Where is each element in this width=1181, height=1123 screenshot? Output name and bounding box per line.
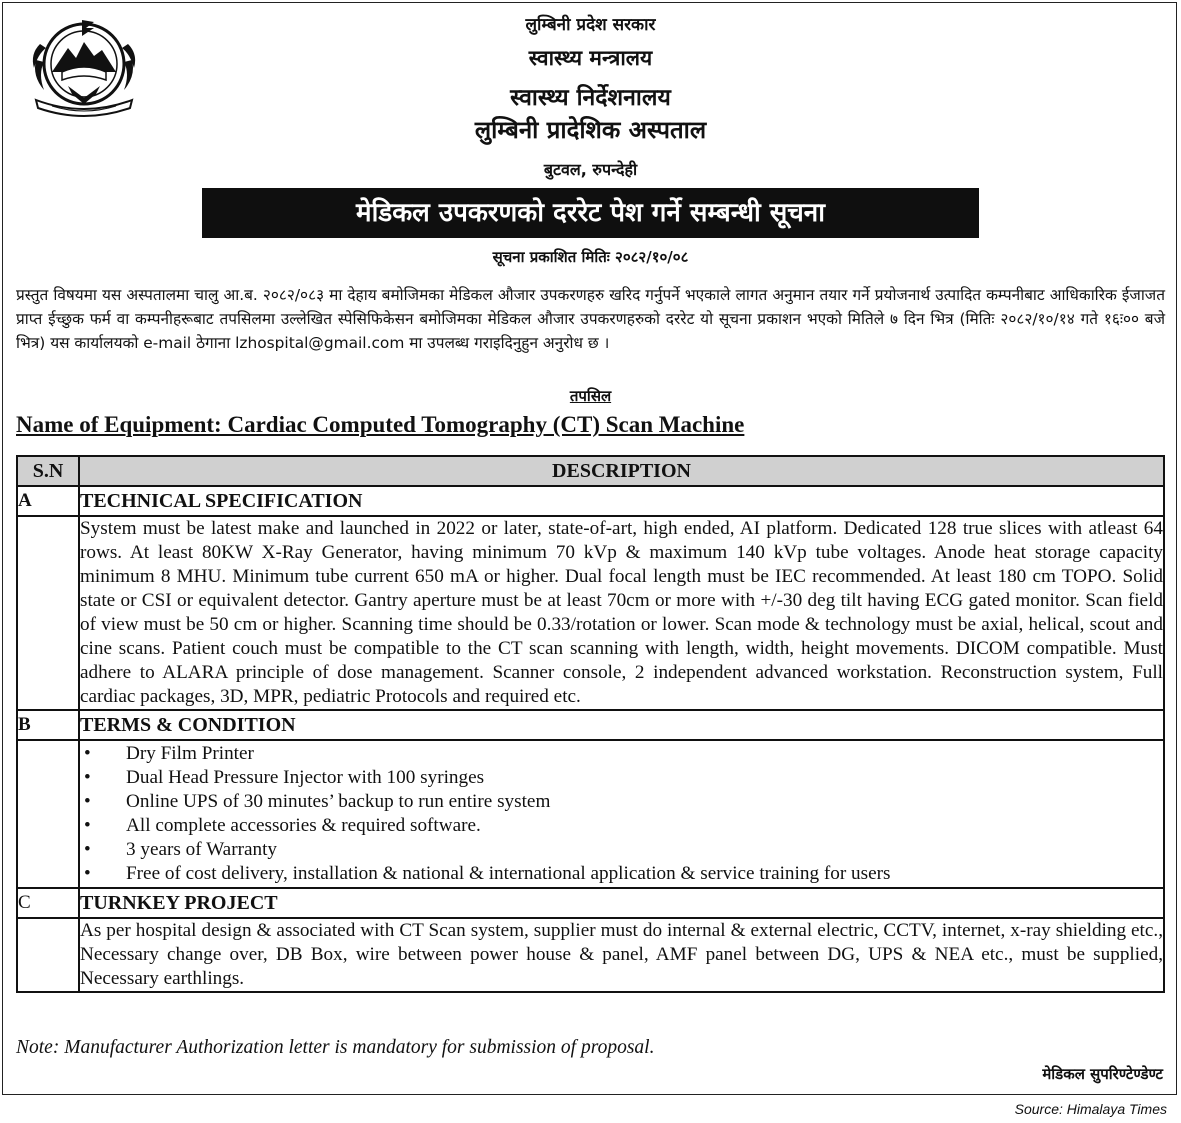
source-credit: Source: Himalaya Times (1014, 1101, 1167, 1117)
header-directorate: स्वास्थ्य निर्देशनालय (510, 85, 671, 111)
publish-date: सूचना प्रकाशित मितिः २०८२/१०/०८ (492, 248, 689, 266)
empty-cell (17, 740, 79, 888)
table-row (17, 888, 1164, 918)
notice-title-banner: मेडिकल उपकरणको दररेट पेश गर्ने सम्बन्धी सूचना (202, 188, 979, 238)
header-hospital: लुम्बिनी प्रादेशिक अस्पताल (474, 116, 707, 144)
intro-paragraph: प्रस्तुत विषयमा यस अस्पतालमा चालु आ.ब. २०८२/०८३ मा देहाय बमोजिमका मेडिकल औजार उपकरणहरु खरिद गर्नुपर्ने भएकाले लागत अनुमान तयार गर्ने प्रयोजनार्थ उत्पादित कम्पनीबाट आधिकारिक ईजाजत प्राप्त ईच्छुक फर्म वा कम्पनीहरूबाट तपसिलमा उल्लेखित स्पेसिफिकेसन बमोजिमका मेडिकल औजार उपकरणहरुको दररेट यो सूचना प्रकाशन भएको मितिले ७ दिन भित्र (मितिः २०८२/१०/१४ गते १६ः०० बजे भित्र) यस कार्यालयको e-mail ठेगाना lzhospital@gmail.com मा उपलब्ध गराइदिनुहुन अनुरोध छ । (16, 286, 1165, 352)
section-sn: A (17, 486, 79, 516)
terms-list (80, 742, 1163, 886)
section-sn: B (17, 710, 79, 740)
list-item: • 3 years of Warranty (80, 838, 1163, 862)
list-item: • Dry Film Printer (80, 742, 1163, 766)
section-sn: C (17, 888, 79, 918)
specification-table (16, 455, 1165, 993)
list-item: • Online UPS of 30 minutes’ backup to run entire system (80, 790, 1163, 814)
section-body: As per hospital design & associated with CT Scan system, supplier must do internal & external electric, CCTV, internet, x-ray shielding etc., Necessary change over, DB Box, wire between power house & panel, AMF panel between DG, UPS & NEA etc., must be supplied, Necessary earthlings. (79, 918, 1164, 992)
header-location: बुटवल, रुपन्देही (543, 160, 638, 179)
table-row (17, 486, 1164, 516)
header-ministry: स्वास्थ्य मन्त्रालय (528, 46, 653, 70)
table-row (17, 710, 1164, 740)
list-item: • Free of cost delivery, installation & national & international application & service training for users (80, 862, 1163, 886)
list-item: • Dual Head Pressure Injector with 100 syringes (80, 766, 1163, 790)
empty-cell (17, 516, 79, 710)
section-title: TECHNICAL SPECIFICATION (79, 486, 1164, 516)
footer-note: Note: Manufacturer Authorization letter is mandatory for submission of proposal. (16, 1037, 655, 1058)
section-body (79, 740, 1164, 888)
section-title: TERMS & CONDITION (79, 710, 1164, 740)
table-row (17, 918, 1164, 992)
tapasil-heading: तपसिल (569, 387, 612, 405)
column-header-sn: S.N (17, 456, 79, 486)
section-body: System must be latest make and launched in 2022 or later, state-of-art, high ended, AI platform. Dedicated 128 true slices with atleast 64 rows. At least 80KW X-Ray Generator, having minimum 70 kVp & maximum 140 kVp tube voltages. Anode heat storage capacity minimum 8 MHU. Minimum tube current 650 mA or higher. Dual focal length must be IEC recommended. At least 180 cm TOPO. Solid state or CSI or equivalent detector. Gantry aperture must be at least 70cm or more with +/-30 deg tilt having ECG gated monitor. Scan field of view must be 50 cm or higher. Scanning time should be 0.33/rotation or lower. Scan mode & technology must be axial, helical, scout and cine scans. Patient couch must be compatible to the CT scan scanning with length, width, height movements. DICOM compatible. Must adhere to ALARA principle of dose management. Scanner console, 2 independent advanced workstation. Reconstruction system, Full cardiac packages, 3D, MPR, pediatric Protocols and required etc. (79, 516, 1164, 710)
equipment-name: Name of Equipment: Cardiac Computed Tomography (CT) Scan Machine (16, 412, 745, 437)
table-row (17, 740, 1164, 888)
table-row (17, 516, 1164, 710)
list-item: • All complete accessories & required software. (80, 814, 1163, 838)
section-title: TURNKEY PROJECT (79, 888, 1164, 918)
header-province: लुम्बिनी प्रदेश सरकार (525, 15, 656, 35)
column-header-description: DESCRIPTION (79, 456, 1164, 486)
signatory: मेडिकल सुपरिण्टेण्डेण्ट (1042, 1065, 1163, 1083)
table-header-row (17, 456, 1164, 486)
empty-cell (17, 918, 79, 992)
